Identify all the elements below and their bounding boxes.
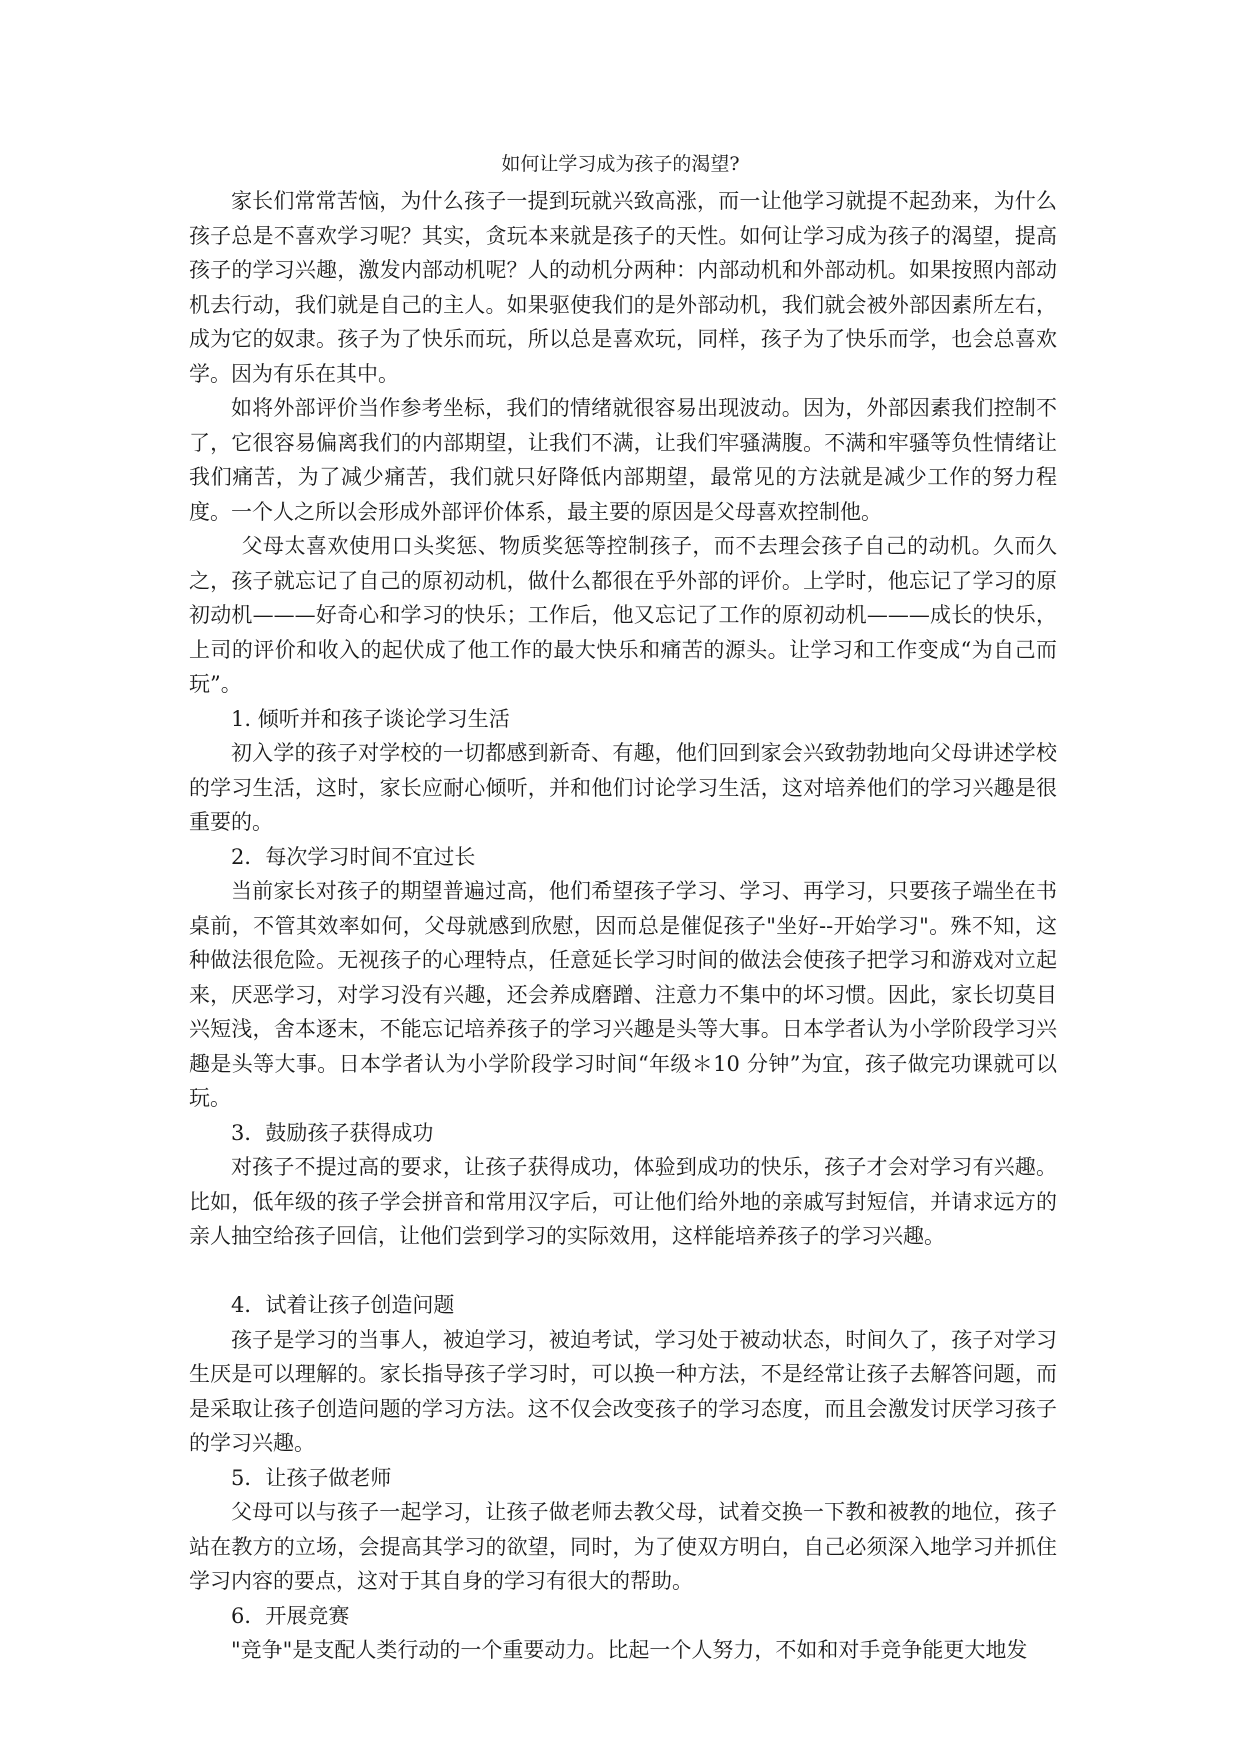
paragraph-parental-control: 父母太喜欢使用口头奖惩、物质奖惩等控制孩子，而不去理会孩子自己的动机。久而久之，孩子就忘记了自己的原初动机，做什么都很在乎外部的评价。上学时，他忘记了学习的原初动机———好奇心和学习的快乐；工作后，他又忘记了工作的原初动机———成长的快乐，上司的评价和收入的起伏成了他工作的最大快乐和痛苦的源头。让学习和工作变成“为自己而玩”。 [189, 534, 1057, 696]
paragraph-section-1: 初入学的孩子对学校的一切都感到新奇、有趣，他们回到家会兴致勃勃地向父母讲述学校的学习生活，这时，家长应耐心倾听，并和他们讨论学习生活，这对培养他们的学习兴趣是很重要的。 [189, 741, 1057, 834]
paragraph-section-5: 父母可以与孩子一起学习，让孩子做老师去教父母，试着交换一下教和被教的地位，孩子站在教方的立场，会提高其学习的欲望，同时，为了使双方明白，自己必须深入地学习并抓住学习内容的要点，这对于其自身的学习有很大的帮助。 [189, 1500, 1057, 1593]
section-heading-3: 3．鼓励孩子获得成功 [231, 1120, 434, 1145]
paragraph-section-2: 当前家长对孩子的期望普遍过高，他们希望孩子学习、学习、再学习，只要孩子端坐在书桌前，不管其效率如何，父母就感到欣慰，因而总是催促孩子"坐好--开始学习"。殊不知，这种做法很危险。无视孩子的心理特点，任意延长学习时间的做法会使孩子把学习和游戏对立起来，厌恶学习，对学习没有兴趣，还会养成磨蹭、注意力不集中的坏习惯。因此，家长切莫目兴短浅，舍本逐末，不能忘记培养孩子的学习兴趣是头等大事。日本学者认为小学阶段学习兴趣是头等大事。日本学者认为小学阶段学习时间“年级＊10 分钟”为宜，孩子做完功课就可以玩。 [189, 879, 1057, 1110]
paragraph-external-evaluation: 如将外部评价当作参考坐标，我们的情绪就很容易出现波动。因为，外部因素我们控制不了，它很容易偏离我们的内部期望，让我们不满，让我们牢骚满腹。不满和牢骚等负性情绪让我们痛苦，为了减少痛苦，我们就只好降低内部期望，最常见的方法就是减少工作的努力程度。一个人之所以会形成外部评价体系，最主要的原因是父母喜欢控制他。 [189, 396, 1057, 524]
section-heading-2: 2．每次学习时间不宜过长 [231, 844, 476, 869]
paragraph-section-4: 孩子是学习的当事人，被迫学习，被迫考试，学习处于被动状态，时间久了，孩子对学习生厌是可以理解的。家长指导孩子学习时，可以换一种方法，不是经常让孩子去解答问题，而是采取让孩子创造问题的学习方法。这不仅会改变孩子的学习态度，而且会激发讨厌学习孩子的学习兴趣。 [189, 1327, 1057, 1455]
section-heading-4: 4．试着让孩子创造问题 [231, 1293, 455, 1317]
section-heading-5: 5．让孩子做老师 [231, 1465, 392, 1490]
section-heading-6: 6．开展竞赛 [231, 1603, 350, 1628]
paragraph-section-6: "竞争"是支配人类行动的一个重要动力。比起一个人努力，不如和对手竞争能更大地发 [231, 1638, 1028, 1662]
document-body [189, 184, 1057, 1668]
blank-line [189, 1254, 1057, 1289]
document-title: 如何让学习成为孩子的渴望? [501, 153, 740, 175]
section-heading-1: 1. 倾听并和孩子谈论学习生活 [231, 706, 510, 731]
paragraph-intro: 家长们常常苦恼，为什么孩子一提到玩就兴致高涨，而一让他学习就提不起劲来，为什么孩子总是不喜欢学习呢？其实，贪玩本来就是孩子的天性。如何让学习成为孩子的渴望，提高孩子的学习兴趣，激发内部动机呢？人的动机分两种：内部动机和外部动机。如果按照内部动机去行动，我们就是自己的主人。如果驱使我们的是外部动机，我们就会被外部因素所左右，成为它的奴隶。孩子为了快乐而玩，所以总是喜欢玩，同样，孩子为了快乐而学，也会总喜欢学。因为有乐在其中。 [189, 189, 1057, 386]
paragraph-section-3: 对孩子不提过高的要求，让孩子获得成功，体验到成功的快乐，孩子才会对学习有兴趣。比如，低年级的孩子学会拼音和常用汉字后，可让他们给外地的亲戚写封短信，并请求远方的亲人抽空给孩子回信，让他们尝到学习的实际效用，这样能培养孩子的学习兴趣。 [189, 1155, 1057, 1248]
